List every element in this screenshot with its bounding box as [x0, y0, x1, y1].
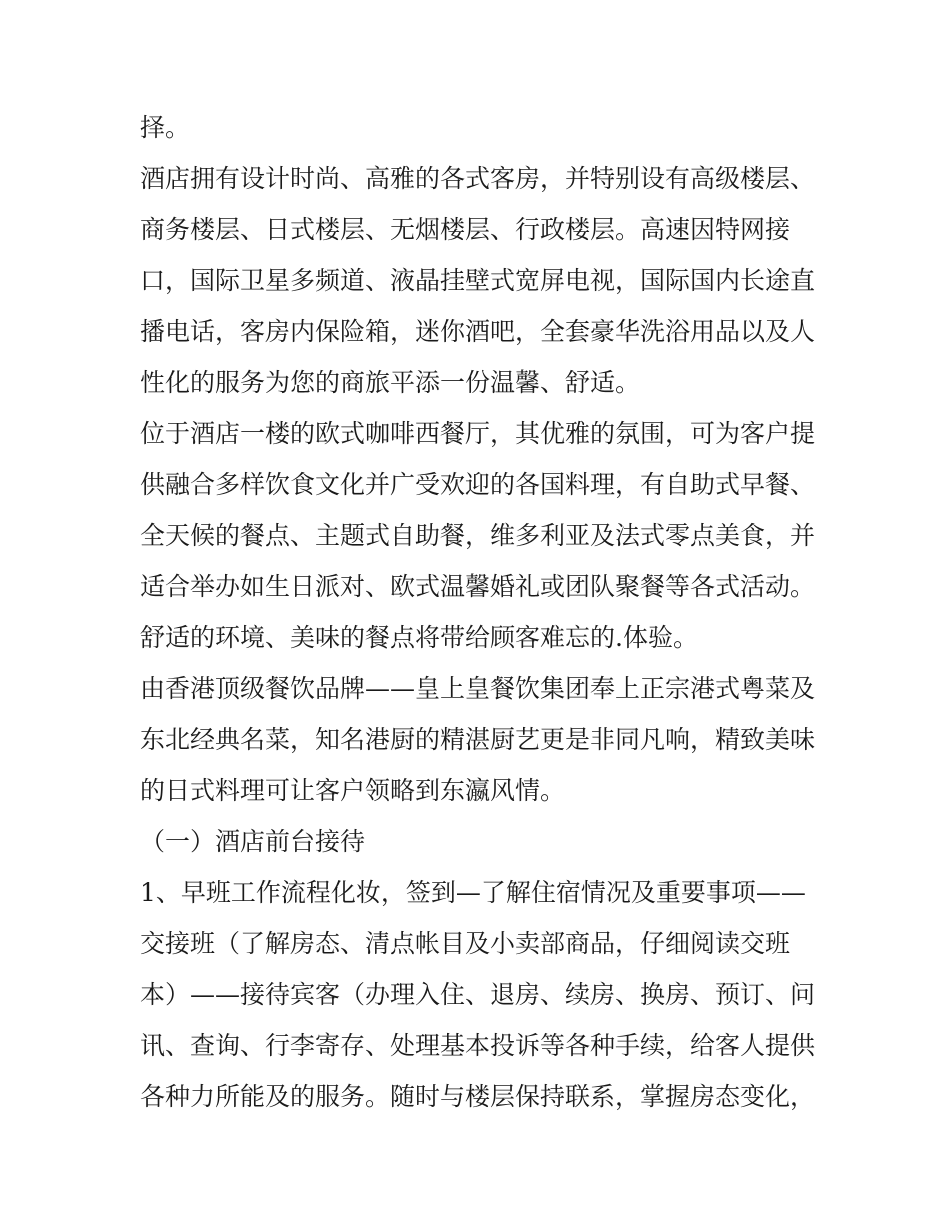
text-line: 的日式料理可让客户领略到东瀛风情。: [140, 776, 566, 805]
text-line: 性化的服务为您的商旅平添一份温馨、舒适。: [140, 368, 641, 397]
text-line: 讯、查询、行李寄存、处理基本投诉等各种手续，给客人提供: [140, 1031, 816, 1060]
text-line: 本）——接待宾客（办理入住、退房、续房、换房、预订、问: [140, 980, 816, 1009]
text-line: 舒适的环境、美味的餐点将带给顾客难忘的.体验。: [140, 623, 698, 652]
text-line: 播电话，客房内保险箱，迷你酒吧，全套豪华洗浴用品以及人: [140, 317, 816, 346]
text-line: 口，国际卫星多频道、液晶挂壁式宽屏电视，国际国内长途直: [140, 266, 816, 295]
text-line: 各种力所能及的服务。随时与楼层保持联系，掌握房态变化，: [140, 1082, 816, 1111]
text-line: 商务楼层、日式楼层、无烟楼层、行政楼层。高速因特网接: [140, 215, 791, 244]
text-line: 全天候的餐点、主题式自助餐，维多利亚及法式零点美食，并: [140, 521, 816, 550]
text-line: 位于酒店一楼的欧式咖啡西餐厅，其优雅的氛围，可为客户提: [140, 419, 816, 448]
text-line: 1、早班工作流程化妆，签到—了解住宿情况及重要事项——: [140, 878, 806, 907]
text-line: 择。: [140, 113, 191, 142]
text-line: 交接班（了解房态、清点帐目及小卖部商品，仔细阅读交班: [140, 929, 791, 958]
text-line: 东北经典名菜，知名港厨的精湛厨艺更是非同凡响，精致美味: [140, 725, 816, 754]
text-line: 由香港顶级餐饮品牌——皇上皇餐饮集团奉上正宗港式粤菜及: [140, 674, 816, 703]
text-line: 供融合多样饮食文化并广受欢迎的各国料理，有自助式早餐、: [140, 470, 816, 499]
text-line: 适合举办如生日派对、欧式温馨婚礼或团队聚餐等各式活动。: [140, 572, 816, 601]
text-line: 酒店拥有设计时尚、高雅的各式客房，并特别设有高级楼层、: [140, 164, 816, 193]
section-heading: （一）酒店前台接待: [140, 827, 366, 856]
